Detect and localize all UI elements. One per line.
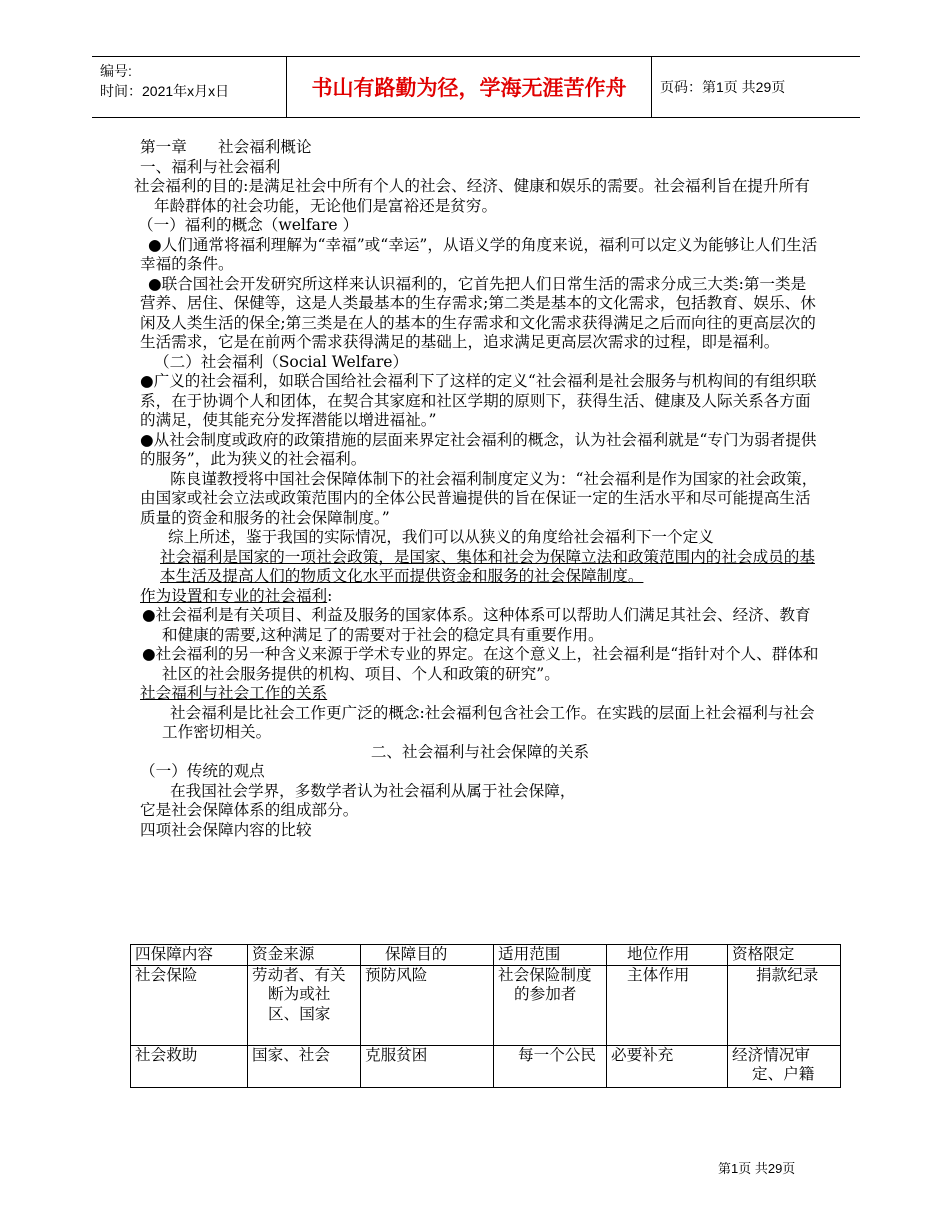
table-header-cell: 保障目的 <box>361 945 494 966</box>
table-cell: 捐款纪录 <box>728 965 841 1045</box>
paragraph: 它是社会保障体系的组成部分。 <box>140 801 359 819</box>
header-meta <box>100 61 229 101</box>
table-cell: 社会保险 <box>131 965 248 1045</box>
heading-colon: : <box>327 586 333 605</box>
header-page-label: 页码：第1页 共29页 <box>660 79 786 95</box>
table-cell: 经济情况审定、户籍 <box>728 1045 841 1087</box>
table-row <box>131 1045 841 1087</box>
table-cell: 劳动者、有关断为或社区、国家 <box>248 965 361 1045</box>
table-cell: 每一个公民 <box>494 1045 607 1087</box>
page-header <box>92 56 860 118</box>
paragraph: 陈良谨教授将中国社会保障体制下的社会福利制度定义为：“社会福利是作为国家的社会政策，由国家或社会立法或政策范围内的全体公民普遍提供的旨在保证一定的生活水平和尽可能提高生活质量的资金和服务的社会保障制度。” <box>140 469 818 527</box>
paragraph: 在我国社会学界，多数学者认为社会福利从属于社会保障， <box>170 781 576 800</box>
chapter-title: 第一章 社会福利概论 <box>140 138 312 156</box>
underlined-heading: 社会福利与社会工作的关系 <box>140 684 328 702</box>
header-motto: 书山有路勤为径，学海无涯苦作舟 <box>286 57 652 117</box>
subsection-heading: （一）福利的概念（welfare ） <box>138 216 359 234</box>
bullet-paragraph: ●人们通常将福利理解为“幸福”或“幸运”，从语义学的角度来说，福利可以定义为能够让人们生活幸福的条件。 <box>140 235 818 273</box>
subsection-heading: （一）传统的观点 <box>140 762 265 780</box>
table-cell: 预防风险 <box>361 965 494 1045</box>
bullet-paragraph: ●从社会制度或政府的政策措施的层面来界定社会福利的概念，认为社会福利就是“专门为弱者提供的服务”，此为狭义的社会福利。 <box>140 430 817 468</box>
table-header-cell: 适用范围 <box>494 945 607 966</box>
table-header-cell: 四保障内容 <box>131 945 248 966</box>
table-header-cell: 资格限定 <box>728 945 841 966</box>
subsection-heading: （二）社会福利（Social Welfare） <box>154 352 409 371</box>
table-header-cell: 地位作用 <box>607 945 728 966</box>
bullet-paragraph: ●社会福利是有关项目、利益及服务的国家体系。这种体系可以帮助人们满足其社会、经济、教育和健康的需要,这种满足了的需要对于社会的稳定具有重要作用。 <box>142 606 811 644</box>
table-row <box>131 965 841 1045</box>
paragraph: 社会福利的目的:是满足社会中所有个人的社会、经济、健康和娱乐的需要。社会福利旨在提升所有年龄群体的社会功能，无论他们是富裕还是贫穷。 <box>134 177 810 215</box>
underlined-heading: 作为设置和专业的社会福利 <box>140 586 328 605</box>
heading-line <box>140 587 820 607</box>
section-heading: 一、福利与社会福利 <box>140 157 281 176</box>
page-footer: 第1页 共29页 <box>718 1161 796 1176</box>
bullet-paragraph: ●广义的社会福利，如联合国给社会福利下了这样的定义“社会福利是社会服务与机构间的有组织联系，在于协调个人和团体，在契合其家庭和社区学期的原则下，获得生活、健康及人际关系各方面的满足，使其能充分发挥潜能以增进福祉。” <box>140 372 817 429</box>
table-cell: 社会救助 <box>131 1045 248 1087</box>
table-cell: 必要补充 <box>607 1045 728 1087</box>
bullet-paragraph: ●社会福利的另一种含义来源于学术专业的界定。在这个意义上，社会福利是“指针对个人、群体和社区的社会服务提供的机构、项目、个人和政策的研究”。 <box>142 645 819 683</box>
comparison-table <box>130 944 841 1088</box>
table-cell: 主体作用 <box>607 965 728 1045</box>
paragraph: 综上所述，鉴于我国的实际情况，我们可以从狭义的角度给社会福利下一个定义 <box>168 528 714 546</box>
document-body <box>134 138 820 840</box>
time-label: 时间：2021年x月x日 <box>100 83 230 99</box>
bullet-paragraph: ●联合国社会开发研究所这样来认识福利的，它首先把人们日常生活的需求分成三大类:第一类是营养、居住、保健等，这是人类最基本的生存需求;第二类是基本的文化需求，包括教育、娱乐、休闲及人类生活的保全;第三类是在人的基本的生存需求和文化需求获得满足之后而向往的更高层次的生活需求，它是在前两个需求获得满足的基础上，追求满足更高层次需求的过程，即是福利。 <box>140 274 816 351</box>
paragraph: 社会福利是比社会工作更广泛的概念:社会福利包含社会工作。在实践的层面上社会福利与社会工作密切相关。 <box>162 703 815 741</box>
table-caption: 四项社会保障内容的比较 <box>140 820 312 839</box>
table-header-row <box>131 945 841 966</box>
definition-paragraph: 社会福利是国家的一项社会政策，是国家、集体和社会为保障立法和政策范围内的社会成员的基本生活及提高人们的物质文化水平而提供资金和服务的社会保障制度。 <box>160 547 815 585</box>
table-cell: 社会保险制度的参加者 <box>494 965 607 1045</box>
table-cell: 国家、社会 <box>248 1045 361 1087</box>
number-label: 编号: <box>100 63 132 79</box>
table-header-cell: 资金来源 <box>248 945 361 966</box>
table-cell: 克服贫困 <box>361 1045 494 1087</box>
section-heading: 二、社会福利与社会保障的关系 <box>370 742 590 761</box>
